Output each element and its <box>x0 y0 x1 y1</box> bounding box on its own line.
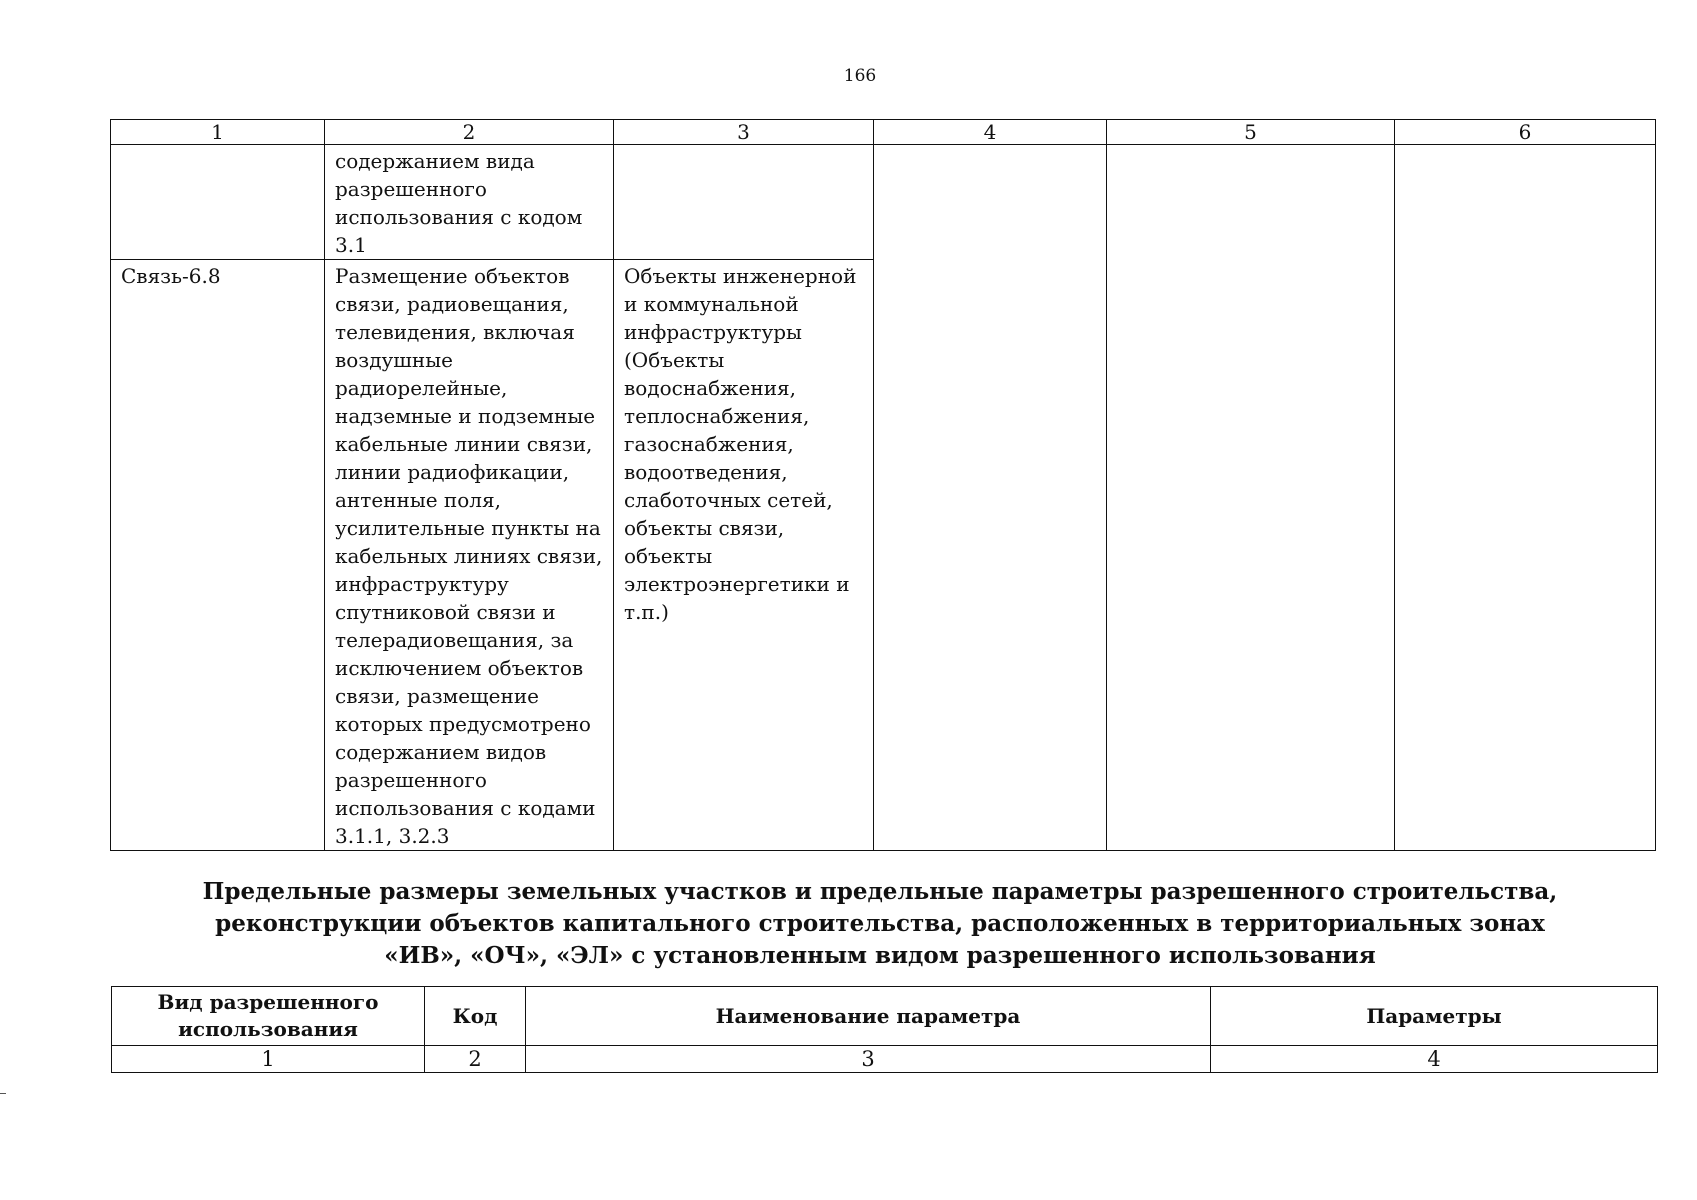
object-type-cell: Объекты инженерной и коммунальной инфраструктуры (Объекты водоснабжения, теплоснабжения, газоснабжения, водоотведения, слаботочных сетей, объекты связи, объекты электроэнергетики и т.п.) <box>614 260 874 851</box>
table-header-row <box>112 987 1658 1046</box>
column-number: 5 <box>1107 120 1395 145</box>
header-parameters: Параметры <box>1211 987 1658 1046</box>
empty-cell <box>1395 145 1656 851</box>
empty-cell <box>1107 145 1395 851</box>
use-description-cell: Размещение объектов связи, радиовещания, телевидения, включая воздушные радиорелейные, надземные и подземные кабельные линии связи, линии радиофикации, антенные поля, усилительные пункты на кабельных линиях связи, инфраструктуру спутниковой связи и телерадиовещания, за исключением объектов связи, размещение которых предусмотрено содержанием видов разрешенного использования с кодами 3.1.1, 3.2.3 <box>325 260 614 851</box>
header-use-type: Вид разрешенного использования <box>112 987 425 1046</box>
table-row <box>111 145 1656 260</box>
parameters-table <box>111 986 1658 1073</box>
use-type-cell: Связь-6.8 <box>111 260 325 851</box>
use-type-cell <box>111 145 325 260</box>
heading-line: реконструкции объектов капитального строительства, расположенных в территориальных зонах <box>215 910 1545 937</box>
table-row <box>112 1046 1658 1073</box>
use-description-cell: содержанием вида разрешенного использования с кодом 3.1 <box>325 145 614 260</box>
table-header-row <box>111 120 1656 145</box>
column-number: 2 <box>425 1046 526 1073</box>
section-heading <box>200 876 1560 972</box>
heading-line: Предельные размеры земельных участков и предельные параметры разрешенного строительства, <box>202 878 1558 905</box>
heading-line: «ИВ», «ОЧ», «ЭЛ» с установленным видом разрешенного использования <box>384 942 1376 969</box>
header-parameter-name: Наименование параметра <box>526 987 1211 1046</box>
page-number: 166 <box>843 66 877 86</box>
header-code: Код <box>425 987 526 1046</box>
column-number: 1 <box>111 120 325 145</box>
column-number: 6 <box>1395 120 1656 145</box>
object-type-cell <box>614 145 874 260</box>
column-number: 3 <box>526 1046 1211 1073</box>
column-number: 4 <box>874 120 1107 145</box>
empty-cell <box>874 145 1107 851</box>
column-number: 1 <box>112 1046 425 1073</box>
column-number: 3 <box>614 120 874 145</box>
land-use-table <box>110 119 1656 851</box>
column-number: 4 <box>1211 1046 1658 1073</box>
column-number: 2 <box>325 120 614 145</box>
scan-edge-mark <box>0 1093 6 1094</box>
